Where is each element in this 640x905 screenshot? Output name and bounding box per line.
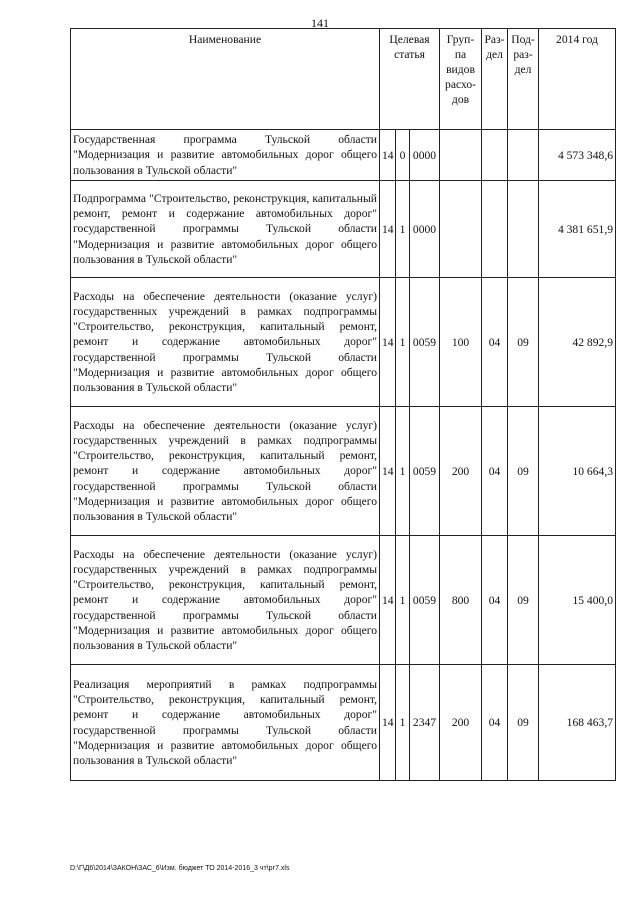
target-article-part1: 14 (380, 536, 396, 665)
target-article-part3: 0059 (410, 536, 440, 665)
amount-2014: 10 664,3 (539, 407, 616, 536)
target-article-part3: 2347 (410, 665, 440, 781)
target-article-part2: 1 (396, 181, 410, 278)
row-name: Реализация мероприятий в рамках подпрограммы "Строительство, реконструкция, капитальный ремонт, ремонт и содержание автомобильных дорог" государственной программы Тульской области "Модернизация и развитие автомобильных дорог общего пользования в Тульской области" (71, 665, 380, 781)
table-row (71, 407, 616, 536)
header-subsection: Под-раз-дел (508, 29, 539, 130)
expense-group (440, 130, 482, 181)
subsection: 09 (508, 407, 539, 536)
section (482, 181, 508, 278)
table-body (71, 130, 616, 781)
target-article-part3: 0059 (410, 407, 440, 536)
row-name: Расходы на обеспечение деятельности (оказание услуг) государственных учреждений в рамках подпрограммы "Строительство, реконструкция, капитальный ремонт, ремонт и содержание автомобильных дорог" государственной программы Тульской области "Модернизация и развитие автомобильных дорог общего пользования в Тульской области" (71, 407, 380, 536)
target-article-part3: 0000 (410, 130, 440, 181)
table-row (71, 278, 616, 407)
amount-2014: 168 463,7 (539, 665, 616, 781)
header-section: Раз-дел (482, 29, 508, 130)
header-name: Наименование (71, 29, 380, 130)
header-year: 2014 год (539, 29, 616, 130)
target-article-part2: 1 (396, 278, 410, 407)
row-name: Расходы на обеспечение деятельности (оказание услуг) государственных учреждений в рамках подпрограммы "Строительство, реконструкция, капитальный ремонт, ремонт и содержание автомобильных дорог" государственной программы Тульской области "Модернизация и развитие автомобильных дорог общего пользования в Тульской области" (71, 278, 380, 407)
budget-table (70, 28, 616, 781)
table-header (71, 29, 616, 130)
header-target-article: Целевая статья (380, 29, 440, 130)
section: 04 (482, 665, 508, 781)
expense-group (440, 181, 482, 278)
header-expense-group: Груп-па видов расхо-дов (440, 29, 482, 130)
amount-2014: 4 381 651,9 (539, 181, 616, 278)
target-article-part1: 14 (380, 407, 396, 536)
target-article-part1: 14 (380, 181, 396, 278)
target-article-part2: 1 (396, 665, 410, 781)
expense-group: 200 (440, 407, 482, 536)
target-article-part3: 0059 (410, 278, 440, 407)
row-name: Государственная программа Тульской области "Модернизация и развитие автомобильных дорог общего пользования в Тульской области" (71, 130, 380, 181)
table-row (71, 665, 616, 781)
subsection: 09 (508, 278, 539, 407)
target-article-part1: 14 (380, 278, 396, 407)
subsection (508, 130, 539, 181)
subsection: 09 (508, 536, 539, 665)
expense-group: 800 (440, 536, 482, 665)
section: 04 (482, 407, 508, 536)
amount-2014: 15 400,0 (539, 536, 616, 665)
table-row (71, 130, 616, 181)
expense-group: 200 (440, 665, 482, 781)
amount-2014: 4 573 348,6 (539, 130, 616, 181)
section: 04 (482, 278, 508, 407)
page-number: 141 (311, 16, 329, 30)
target-article-part2: 1 (396, 407, 410, 536)
subsection: 09 (508, 665, 539, 781)
amount-2014: 42 892,9 (539, 278, 616, 407)
target-article-part2: 1 (396, 536, 410, 665)
target-article-part3: 0000 (410, 181, 440, 278)
section (482, 130, 508, 181)
section: 04 (482, 536, 508, 665)
table-row (71, 536, 616, 665)
subsection (508, 181, 539, 278)
footer-file-path: D:\Г\Д6\2014\ЗАКОН\ЗАС_6\Изм. бюджет ТО 2014-2016_3 чт\рг7.xls (70, 865, 290, 872)
row-name: Подпрограмма "Строительство, реконструкция, капитальный ремонт, ремонт и содержание автомобильных дорог" государственной программы Тульской области "Модернизация и развитие автомобильных дорог общего пользования в Тульской области" (71, 181, 380, 278)
target-article-part2: 0 (396, 130, 410, 181)
expense-group: 100 (440, 278, 482, 407)
table-row (71, 181, 616, 278)
target-article-part1: 14 (380, 130, 396, 181)
target-article-part1: 14 (380, 665, 396, 781)
row-name: Расходы на обеспечение деятельности (оказание услуг) государственных учреждений в рамках подпрограммы "Строительство, реконструкция, капитальный ремонт, ремонт и содержание автомобильных дорог" государственной программы Тульской области "Модернизация и развитие автомобильных дорог общего пользования в Тульской области" (71, 536, 380, 665)
